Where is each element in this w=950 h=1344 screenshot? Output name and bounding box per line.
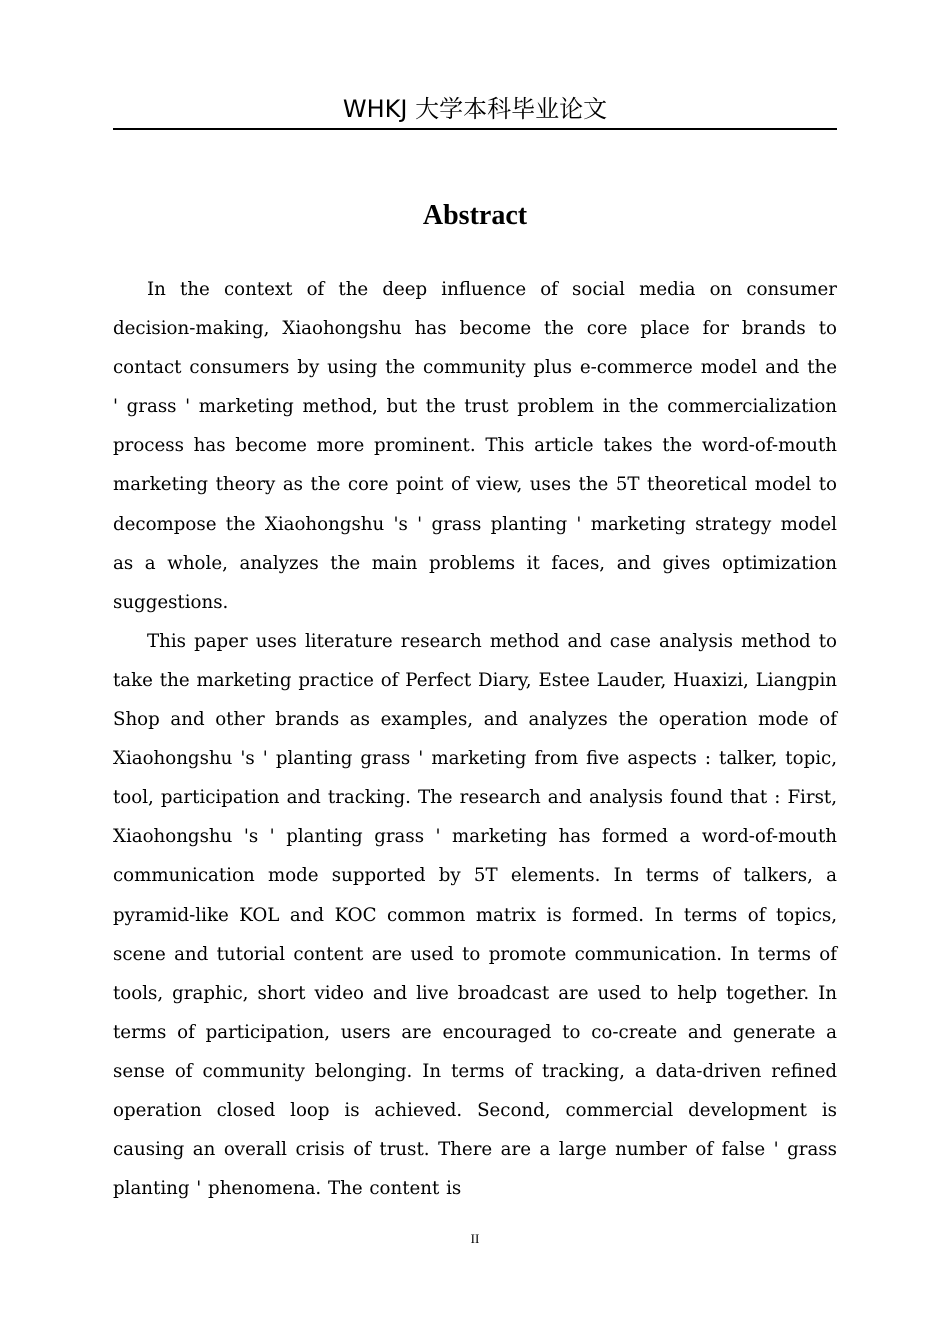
abstract-paragraph-1: In the context of the deep influence of social media on consumer decision-making, Xiaohongshu has become the core place for brands to contact consumers by using the community plus e-commerce model and the ' grass ' marketing method, but the trust problem in the commercialization process has become more prominent. This article takes the word-of-mouth marketing theory as the core point of view, uses the 5T theoretical model to decompose the Xiaohongshu 's ' grass planting ' marketing strategy model as a whole, analyzes the main problems it faces, and gives optimization suggestions. [113,279,837,613]
page-number: II [470,1231,480,1246]
header-divider [113,128,837,130]
abstract-paragraph-2: This paper uses literature research method and case analysis method to take the marketing practice of Perfect Diary, Estee Lauder, Huaxizi, Liangpin Shop and other brands as examples, and analyzes the operation mode of Xiaohongshu 's ' planting grass ' marketing from five aspects : talker, topic, tool, participation and tracking. The research and analysis found that : First, Xiaohongshu 's ' planting grass ' marketing has formed a word-of-mouth communication mode supported by 5T elements. In terms of talkers, a pyramid-like KOL and KOC common matrix is formed. In terms of topics, scene and tutorial content are used to promote communication. In terms of tools, graphic, short video and live broadcast are used to help together. In terms of participation, users are encouraged to co-create and generate a sense of community belonging. In terms of tracking, a data-driven refined operation closed loop is achieved. Second, commercial development is causing an overall crisis of trust. There are a large number of false ' grass planting ' phenomena. The content is [113,630,837,1200]
abstract-body [113,270,837,1208]
page-header-title: WHKJ 大学本科毕业论文 [342,95,608,123]
abstract-heading: Abstract [422,200,528,231]
